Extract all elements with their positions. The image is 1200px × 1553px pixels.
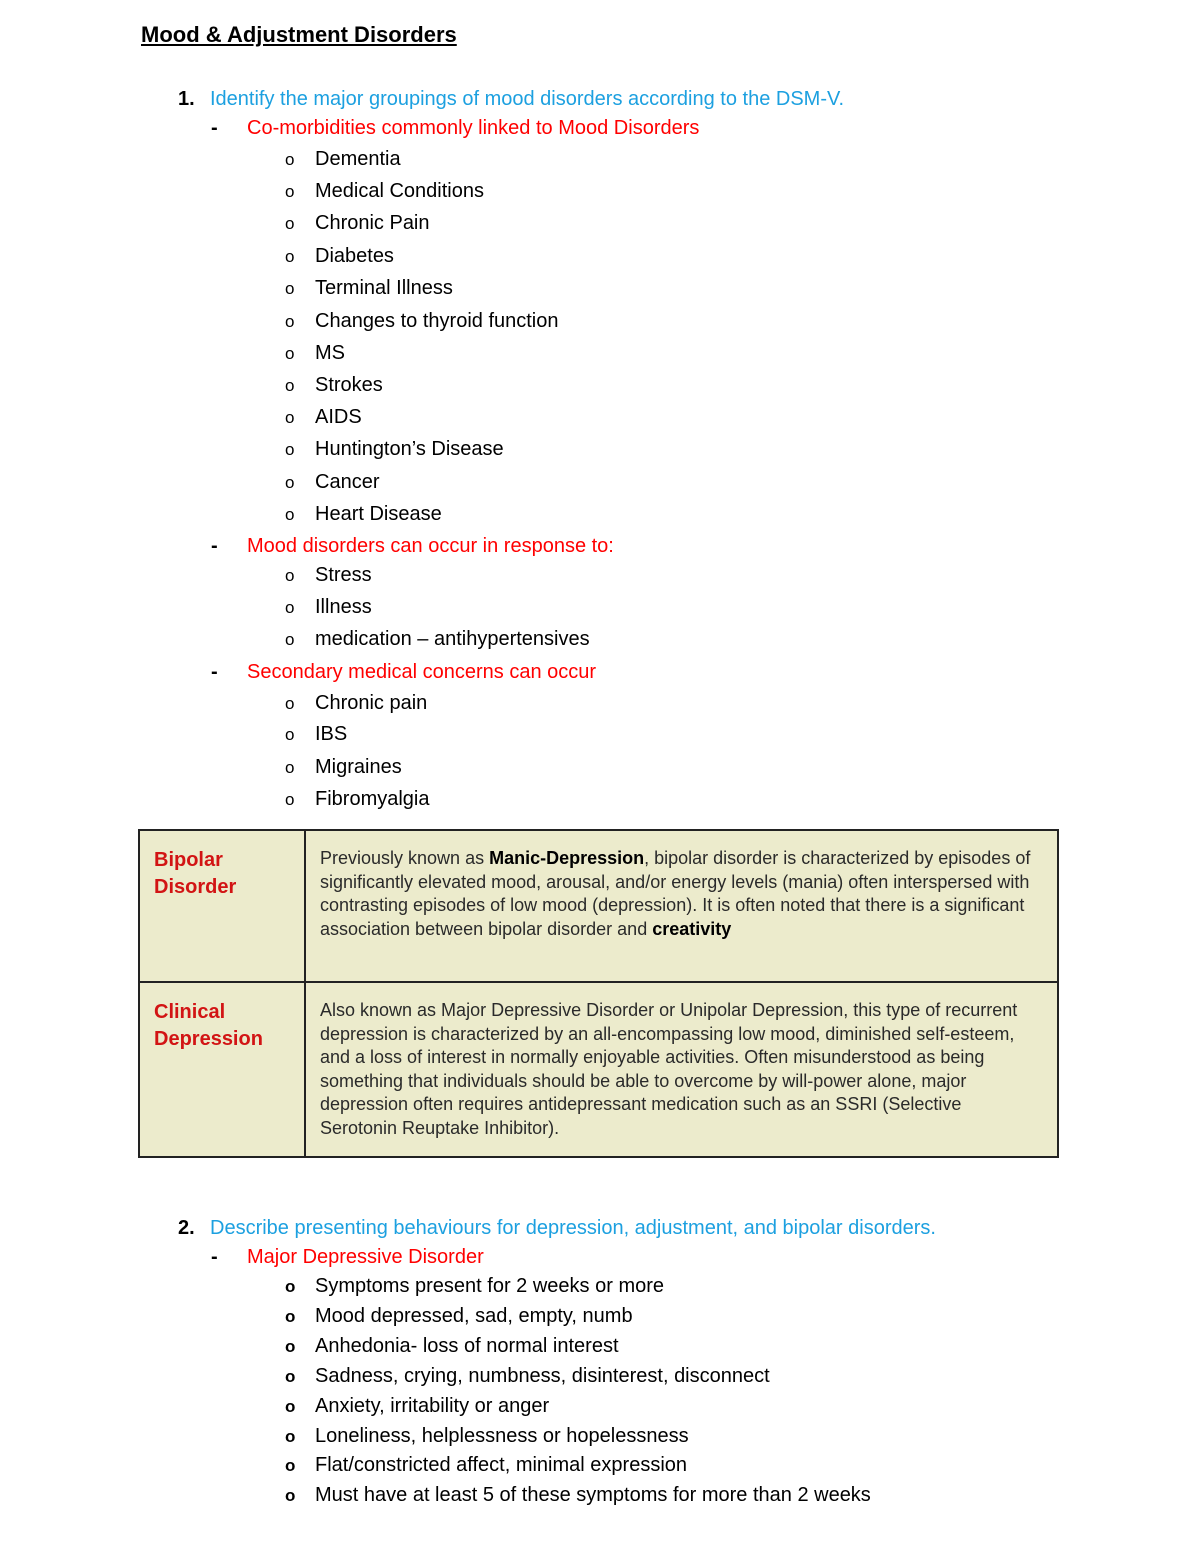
group-heading: - Major Depressive Disorder <box>211 1243 484 1271</box>
list-item: o Chronic Pain <box>285 209 430 238</box>
question-text: Identify the major groupings of mood disorders according to the DSM-V. <box>210 88 845 110</box>
circle-bullet-icon: o <box>285 440 295 459</box>
list-item: o Sadness, crying, numbness, disinterest, disconnect <box>285 1362 770 1391</box>
list-item: o Changes to thyroid function <box>285 307 559 336</box>
list-item: o Diabetes <box>285 242 394 271</box>
list-item: o AIDS <box>285 403 362 432</box>
circle-bullet-icon: o <box>285 630 295 649</box>
list-item: o Cancer <box>285 468 379 497</box>
circle-bullet-icon: o <box>285 725 295 744</box>
question-1 <box>178 85 844 113</box>
circle-bullet-icon: o <box>285 505 295 524</box>
circle-bullet-icon: o <box>285 182 295 201</box>
circle-bullet-icon: o <box>285 473 295 492</box>
list-item: o Illness <box>285 593 372 622</box>
list-item: o Anhedonia- loss of normal interest <box>285 1332 619 1361</box>
circle-bullet-icon: o <box>285 279 295 298</box>
circle-bullet-icon: o <box>285 758 295 777</box>
table-row <box>139 982 1058 1157</box>
group-heading: - Co-morbidities commonly linked to Mood Disorders <box>211 114 699 142</box>
list-item: o Flat/constricted affect, minimal expression <box>285 1451 687 1480</box>
question-number: 2. <box>178 1217 195 1239</box>
list-item: o Terminal Illness <box>285 274 453 303</box>
list-item: o medication – antihypertensives <box>285 625 590 654</box>
question-2 <box>178 1214 936 1242</box>
circle-bullet-icon: o <box>285 150 295 169</box>
circle-bullet-icon: o <box>285 1337 296 1356</box>
page-title: Mood & Adjustment Disorders <box>141 22 457 47</box>
list-item: o Migraines <box>285 753 402 782</box>
circle-bullet-icon: o <box>285 344 295 363</box>
dash-bullet: - <box>211 117 218 139</box>
dash-bullet: - <box>211 1246 218 1268</box>
list-item: o Huntington’s Disease <box>285 435 504 464</box>
circle-bullet-icon: o <box>285 566 295 585</box>
circle-bullet-icon: o <box>285 1397 296 1416</box>
term-cell: Clinical Depression <box>139 982 305 1157</box>
question-number: 1. <box>178 88 195 110</box>
circle-bullet-icon: o <box>285 312 295 331</box>
list-item: o Symptoms present for 2 weeks or more <box>285 1272 664 1301</box>
definition-cell: Previously known as Manic-Depression, bipolar disorder is characterized by episodes of significantly elevated mood, arousal, and/or energy levels (mania) often interspersed with contrasting episodes of low mood (depression). It is often noted that there is a significant association between bipolar disorder and creativity <box>305 830 1058 982</box>
table-row <box>139 830 1058 982</box>
dash-bullet: - <box>211 535 218 557</box>
group-heading: - Secondary medical concerns can occur <box>211 658 596 686</box>
circle-bullet-icon: o <box>285 1307 296 1326</box>
circle-bullet-icon: o <box>285 598 295 617</box>
question-text: Describe presenting behaviours for depression, adjustment, and bipolar disorders. <box>210 1217 936 1239</box>
list-item: o Strokes <box>285 371 383 400</box>
circle-bullet-icon: o <box>285 247 295 266</box>
group-heading: - Mood disorders can occur in response to: <box>211 532 614 560</box>
list-item: o Must have at least 5 of these symptoms for more than 2 weeks <box>285 1481 871 1510</box>
list-item: o Stress <box>285 561 372 590</box>
list-item: o Heart Disease <box>285 500 442 529</box>
circle-bullet-icon: o <box>285 376 295 395</box>
list-item: o Dementia <box>285 145 401 174</box>
list-item: o IBS <box>285 720 347 749</box>
list-item: o Chronic pain <box>285 689 427 718</box>
list-item: o Anxiety, irritability or anger <box>285 1392 549 1421</box>
circle-bullet-icon: o <box>285 790 295 809</box>
circle-bullet-icon: o <box>285 1427 296 1446</box>
circle-bullet-icon: o <box>285 1456 296 1475</box>
circle-bullet-icon: o <box>285 1486 296 1505</box>
dash-bullet: - <box>211 661 218 683</box>
list-item: o Loneliness, helplessness or hopelessness <box>285 1422 689 1451</box>
circle-bullet-icon: o <box>285 1277 296 1296</box>
circle-bullet-icon: o <box>285 408 295 427</box>
list-item: o Fibromyalgia <box>285 785 429 814</box>
definition-cell: Also known as Major Depressive Disorder or Unipolar Depression, this type of recurrent depression is characterized by an all-encompassing low mood, diminished self-esteem, and a loss of interest in normally enjoyable activities. Often misunderstood as being something that individuals should be able to overcome by will-power alone, major depression often requires antidepressant medication such as an SSRI (Selective Serotonin Reuptake Inhibitor). <box>305 982 1058 1157</box>
circle-bullet-icon: o <box>285 214 295 233</box>
list-item: o Medical Conditions <box>285 177 484 206</box>
definitions-table <box>138 829 1059 1158</box>
list-item: o MS <box>285 339 345 368</box>
circle-bullet-icon: o <box>285 694 295 713</box>
circle-bullet-icon: o <box>285 1367 296 1386</box>
term-cell: Bipolar Disorder <box>139 830 305 982</box>
list-item: o Mood depressed, sad, empty, numb <box>285 1302 633 1331</box>
